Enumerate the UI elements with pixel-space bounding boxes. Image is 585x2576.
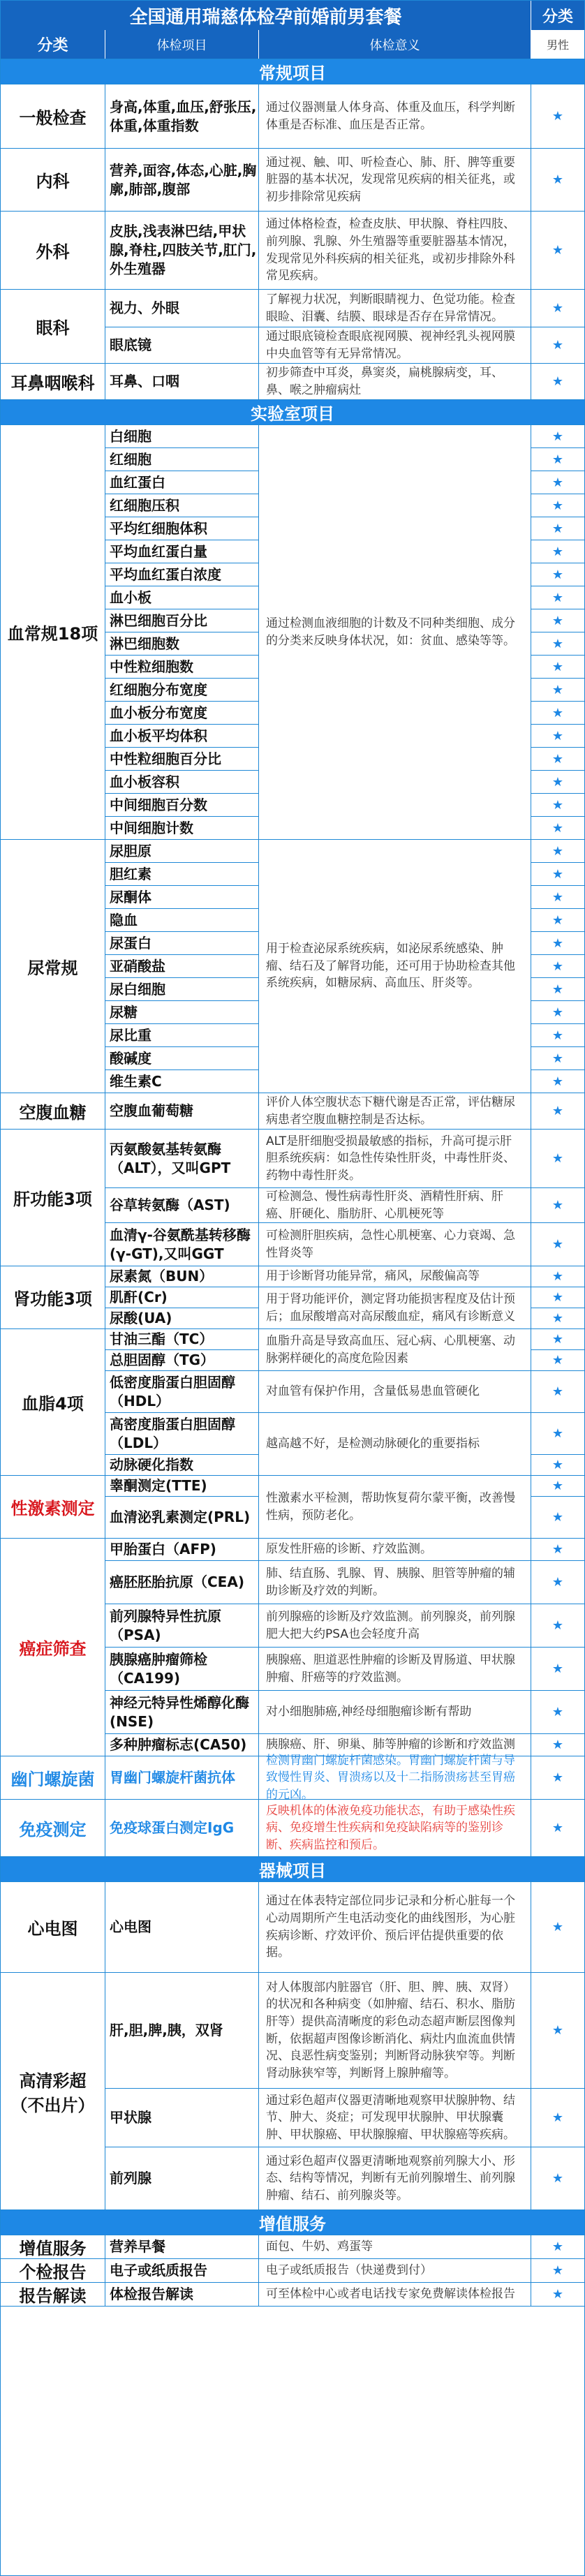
tumor-item: 癌胚胚胎抗原（CEA): [105, 1561, 259, 1604]
star-icon: ★: [551, 1770, 564, 1785]
routine-meaning: 通过眼底镜检查眼底视网膜、视神经乳头视网膜中央血管等有无异常情况。: [259, 327, 531, 363]
liver-item: 丙氨酸氨基转氨酶（ALT），又叫GPT: [105, 1130, 259, 1187]
star-icon: ★: [551, 958, 564, 974]
urine-item: 维生素C: [105, 1070, 259, 1093]
category-eye: 眼科: [1, 290, 105, 364]
tumor-meaning: 胰腺癌、胆道恶性肿瘤的诊断及胃肠道、甲状腺肿瘤、肝癌等的疗效监测。: [259, 1648, 531, 1690]
category-ecg: 心电图: [1, 1882, 105, 1973]
star-icon: ★: [551, 1575, 564, 1590]
star-icon: ★: [551, 338, 564, 353]
lipid-meaning: 越高越不好，是检测动脉硬化的重要指标: [259, 1413, 531, 1476]
star-icon: ★: [551, 659, 564, 674]
blood-item: 血小板平均体积: [105, 725, 259, 747]
blood-item: 淋巴细胞数: [105, 632, 259, 655]
equipment-item: 前列腺: [105, 2147, 259, 2209]
star-icon: ★: [551, 2171, 564, 2186]
blood-item: 平均血红蛋白浓度: [105, 563, 259, 586]
glucose-meaning: 评价人体空腹状态下糖代谢是否正常，评估糖尿病患者空腹血糖控制是否达标。: [259, 1093, 531, 1129]
header-meaning: 体检意义: [259, 30, 531, 59]
blood-item: 中间细胞百分数: [105, 794, 259, 816]
liver-item: 血清γ-谷氨酰基转移酶(γ-GT),又叫GGT: [105, 1223, 259, 1266]
star-icon: ★: [551, 521, 564, 536]
blood-item: 红细胞: [105, 448, 259, 471]
urine-item: 尿比重: [105, 1024, 259, 1046]
star-icon: ★: [551, 1151, 564, 1166]
kidney-item: 尿酸(UA): [105, 1308, 259, 1328]
star-icon: ★: [551, 1104, 564, 1118]
equipment-item: 甲状腺: [105, 2089, 259, 2147]
lipid-item: 总胆固醇（TG）: [105, 1350, 259, 1370]
star-icon: ★: [551, 1458, 564, 1472]
star-icon: ★: [551, 1510, 564, 1525]
kidney-meaning: 用于肾功能评价，测定肾功能损害程度及估计预后；血尿酸增高对高尿酸血症，痛风有诊断意义: [259, 1287, 531, 1329]
star-icon: ★: [551, 982, 564, 997]
category-general: 一般检查: [1, 84, 105, 149]
routine-item: 耳鼻、口咽: [105, 364, 259, 399]
lipid-item: 动脉硬化指数: [105, 1455, 259, 1475]
routine-item: 视力、外眼: [105, 290, 259, 327]
liver-meaning: ALT是肝细胞受损最敏感的指标，升高可提示肝胆系统疾病：如急性传染性肝炎，中毒性肝炎、药物中毒性肝炎。: [259, 1130, 531, 1187]
star-icon: ★: [551, 2110, 564, 2125]
header-fenlei-top: 分类: [531, 1, 584, 30]
lipid-item: 低密度脂蛋白胆固醇（HDL）: [105, 1371, 259, 1412]
tumor-item: 前列腺特异性抗原（PSA): [105, 1604, 259, 1647]
tumor-item: 胰腺癌肿瘤筛检（CA199): [105, 1648, 259, 1690]
tumor-item: 多种肿瘤标志(CA50): [105, 1734, 259, 1756]
star-icon: ★: [551, 374, 564, 389]
hormone-meaning: 性激素水平检测，帮助恢复荷尔蒙平衡，改善慢性病，预防老化。: [259, 1476, 531, 1539]
star-icon: ★: [551, 452, 564, 467]
category-service: 增值服务: [1, 2235, 105, 2259]
tumor-meaning: 肺、结直肠、乳腺、胃、胰腺、胆管等肿瘤的辅助诊断及疗效的判断。: [259, 1561, 531, 1604]
routine-item: 眼底镜: [105, 327, 259, 363]
star-icon: ★: [551, 1051, 564, 1066]
star-icon: ★: [551, 1332, 564, 1347]
package-title: 全国通用瑞慈体检孕前婚前男套餐: [1, 1, 531, 30]
section-lab: 实验室项目: [1, 400, 584, 425]
service-item: 体检报告解读: [105, 2283, 259, 2306]
star-icon: ★: [551, 172, 564, 187]
hormone-item: 睾酮测定(TTE): [105, 1476, 259, 1496]
star-icon: ★: [551, 243, 564, 258]
star-icon: ★: [551, 1353, 564, 1368]
star-icon: ★: [551, 1738, 564, 1752]
tumor-item: 神经元特异性烯醇化酶(NSE): [105, 1691, 259, 1733]
category-blood: 血常规18项: [1, 425, 105, 840]
section-routine: 常规项目: [1, 59, 584, 84]
category-ent: 耳鼻咽喉科: [1, 364, 105, 400]
blood-item: 平均血红蛋白量: [105, 540, 259, 563]
star-icon: ★: [551, 1705, 564, 1719]
category-service: 报告解读: [1, 2283, 105, 2307]
category-liver: 肝功能3项: [1, 1130, 105, 1266]
equipment-meaning: 对人体腹部内脏器官（肝、胆、脾、胰、双肾）的状况和各种病变（如肿瘤、结石、积水、脂肪肝等）提供高清晰度的彩色动态超声断层图像判断，依据超声图像诊断消化、病灶内血流血供情况、良恶性病变鉴别；判断肾动脉狭窄等。判断肾动脉狭窄等，判断肾上腺肿瘤等。: [259, 1973, 531, 2088]
urine-meaning: 用于检查泌尿系统疾病，如泌尿系统感染、肿瘤、结石及了解肾功能，还可用于协助检查其他系统疾病，如糖尿病、高血压、肝炎等。: [259, 840, 531, 1093]
category-glucose: 空腹血糖: [1, 1093, 105, 1130]
blood-meaning: 通过检测血液细胞的计数及不同种类细胞、成分的分类来反映身体状况，如：贫血、感染等等。: [259, 425, 531, 840]
immune-meaning: 反映机体的体液免疫功能状态，有助于感染性疾病、免疫增生性疾病和免疫缺陷病等的鉴别诊断、疾病监控和预后。: [259, 1800, 531, 1856]
star-icon: ★: [551, 751, 564, 767]
star-icon: ★: [551, 2263, 564, 2278]
routine-meaning: 初步筛查中耳炎，鼻窦炎，扁桃腺病变，耳、鼻、喉之肿瘤病灶: [259, 364, 531, 399]
tumor-meaning: 原发性肝癌的诊断、疗效监测。: [259, 1539, 531, 1560]
star-icon: ★: [551, 613, 564, 628]
blood-item: 血小板: [105, 586, 259, 609]
star-icon: ★: [551, 843, 564, 859]
liver-item: 谷草转氨酶（AST): [105, 1188, 259, 1222]
category-service: 个检报告: [1, 2259, 105, 2283]
kidney-meaning: 用于诊断肾功能异常，痛风，尿酸偏高等: [259, 1266, 531, 1287]
service-item: 电子或纸质报告: [105, 2259, 259, 2282]
star-icon: ★: [551, 889, 564, 905]
star-icon: ★: [551, 820, 564, 836]
urine-item: 酸碱度: [105, 1047, 259, 1069]
blood-item: 中间细胞计数: [105, 817, 259, 839]
star-icon: ★: [551, 774, 564, 790]
equipment-meaning: 通过彩色超声仪器更清晰地观察甲状腺肿物、结节、肿大、炎症；可发现甲状腺肿、甲状腺囊肿、甲状腺癌、甲状腺腺瘤、甲状腺癌等疾病。: [259, 2089, 531, 2147]
routine-meaning: 通过仪器测量人体身高、体重及血压，科学判断体重是否标准、血压是否正常。: [259, 84, 531, 148]
star-icon: ★: [551, 1074, 564, 1089]
lipid-meaning: 血脂升高是导致高血压、冠心病、心肌梗塞、动脉粥样硬化的高度危险因素: [259, 1329, 531, 1371]
category-hormone: 性激素测定: [1, 1476, 105, 1539]
star-icon: ★: [551, 590, 564, 605]
urine-item: 隐血: [105, 909, 259, 931]
urine-item: 尿糖: [105, 1001, 259, 1023]
tumor-meaning: 前列腺癌的诊断及疗效监测。前列腺炎，前列腺肥大把大约PSA也会轻度升高: [259, 1604, 531, 1647]
category-tumor: 癌症筛查: [1, 1539, 105, 1756]
routine-meaning: 通过视、触、叩、听检查心、肺、肝、脾等重要脏器的基本状况，发现常见疾病的相关征兆，或初步排除常见疾病: [259, 149, 531, 211]
tumor-meaning: 对小细胞肺癌,神经母细胞瘤诊断有帮助: [259, 1691, 531, 1733]
equipment-meaning: 通过在体表特定部位同步记录和分析心脏每一个心动周期所产生电活动变化的曲线图形，为心脏疾病诊断、疗效评价、预后评估提供重要的依据。: [259, 1882, 531, 1972]
header-gender: 男性: [531, 30, 584, 59]
category-lipid: 血脂4项: [1, 1329, 105, 1476]
star-icon: ★: [551, 1920, 564, 1934]
star-icon: ★: [551, 912, 564, 928]
star-icon: ★: [551, 1237, 564, 1252]
liver-meaning: 可检测肝胆疾病，急性心肌梗塞、心力衰竭、急性肾炎等: [259, 1223, 531, 1266]
section-equipment: 器械项目: [1, 1857, 584, 1882]
blood-item: 白细胞: [105, 425, 259, 447]
blood-item: 中性粒细胞数: [105, 656, 259, 678]
routine-item: 皮肤,浅表淋巴结,甲状腺,脊柱,四肢关节,肛门,外生殖器: [105, 212, 259, 289]
glucose-item: 空腹血葡萄糖: [105, 1093, 259, 1129]
star-icon: ★: [551, 1661, 564, 1676]
star-icon: ★: [551, 2240, 564, 2254]
equipment-meaning: 通过彩色超声仪器更清晰地观察前列腺大小、形态、结构等情况，判断有无前列腺增生、前列腺肿瘤、结石、前列腺炎等。: [259, 2147, 531, 2209]
star-icon: ★: [551, 109, 564, 124]
header-row: [1, 30, 584, 59]
blood-item: 血红蛋白: [105, 471, 259, 494]
blood-item: 血小板容积: [105, 771, 259, 793]
star-icon: ★: [551, 1426, 564, 1441]
tumor-item: 甲胎蛋白（AFP): [105, 1539, 259, 1560]
star-icon: ★: [551, 1618, 564, 1633]
star-icon: ★: [551, 1005, 564, 1020]
urine-item: 亚硝酸盐: [105, 955, 259, 977]
blood-item: 红细胞分布宽度: [105, 679, 259, 701]
star-icon: ★: [551, 1198, 564, 1213]
star-icon: ★: [551, 1269, 564, 1284]
urine-item: 尿白细胞: [105, 978, 259, 1000]
category-hp: 幽门螺旋菌: [1, 1756, 105, 1800]
category-internal: 内科: [1, 149, 105, 212]
star-icon: ★: [551, 475, 564, 490]
star-icon: ★: [551, 1290, 564, 1305]
service-item: 营养早餐: [105, 2235, 259, 2258]
lipid-meaning: 对血管有保护作用，含量低易患血管硬化: [259, 1371, 531, 1412]
star-icon: ★: [551, 935, 564, 951]
category-immune: 免疫测定: [1, 1800, 105, 1857]
lipid-item: 高密度脂蛋白胆固醇（LDL）: [105, 1413, 259, 1454]
blood-item: 中性粒细胞百分比: [105, 748, 259, 770]
blood-item: 淋巴细胞百分比: [105, 609, 259, 632]
urine-item: 尿蛋白: [105, 932, 259, 954]
liver-meaning: 可检测急、慢性病毒性肝炎、酒精性肝病、肝癌、肝硬化、脂肪肝、心肌梗死等: [259, 1188, 531, 1222]
star-icon: ★: [551, 429, 564, 444]
tumor-meaning: 胰腺癌、肝、卵巢、肺等肿瘤的诊断和疗效监测: [259, 1734, 531, 1756]
service-meaning: 可至体检中心或者电话找专家免费解读体检报告: [259, 2283, 531, 2306]
equipment-item: 心电图: [105, 1882, 259, 1972]
routine-meaning: 了解视力状况，判断眼睛视力、色觉功能。检查眼睑、泪囊、结膜、眼球是否存在异常情况。: [259, 290, 531, 327]
urine-item: 胆红素: [105, 863, 259, 885]
service-meaning: 面包、牛奶、鸡蛋等: [259, 2235, 531, 2258]
star-icon: ★: [551, 728, 564, 743]
star-icon: ★: [551, 1311, 564, 1326]
kidney-item: 肌酐(Cr): [105, 1287, 259, 1308]
category-surgery: 外科: [1, 212, 105, 290]
star-icon: ★: [551, 705, 564, 720]
routine-item: 营养,面容,体态,心脏,胸廓,肺部,腹部: [105, 149, 259, 211]
lipid-item: 甘油三酯（TC）: [105, 1329, 259, 1349]
hp-item: 胃幽门螺旋杆菌抗体: [105, 1756, 259, 1799]
star-icon: ★: [551, 567, 564, 582]
service-meaning: 电子或纸质报告（快递费到付）: [259, 2259, 531, 2282]
star-icon: ★: [551, 1028, 564, 1043]
star-icon: ★: [551, 797, 564, 813]
routine-meaning: 通过体格检查，检查皮肤、甲状腺、脊柱四肢、前列腺、乳腺、外生殖器等重要脏器基本情况，发现常见外科疾病的相关征兆，或初步排除外科常见疾病。: [259, 212, 531, 289]
star-icon: ★: [551, 301, 564, 316]
urine-item: 尿胆原: [105, 840, 259, 862]
blood-item: 血小板分布宽度: [105, 702, 259, 724]
star-icon: ★: [551, 682, 564, 697]
kidney-item: 尿素氮（BUN）: [105, 1266, 259, 1287]
category-urine: 尿常规: [1, 840, 105, 1093]
star-icon: ★: [551, 498, 564, 513]
star-icon: ★: [551, 1542, 564, 1557]
routine-item: 身高,体重,血压,舒张压,体重,体重指数: [105, 84, 259, 148]
equipment-item: 肝,胆,脾,胰，双肾: [105, 1973, 259, 2088]
star-icon: ★: [551, 2023, 564, 2038]
blood-item: 平均红细胞体积: [105, 517, 259, 540]
star-icon: ★: [551, 1821, 564, 1835]
star-icon: ★: [551, 636, 564, 651]
category-ultrasound: 高清彩超（不出片）: [1, 1973, 105, 2210]
star-icon: ★: [551, 2287, 564, 2302]
star-icon: ★: [551, 1384, 564, 1399]
header-item: 体检项目: [105, 30, 259, 59]
header-category: 分类: [1, 30, 105, 59]
category-kidney: 肾功能3项: [1, 1266, 105, 1329]
immune-item: 免疫球蛋白测定IgG: [105, 1800, 259, 1856]
urine-item: 尿酮体: [105, 886, 259, 908]
star-icon: ★: [551, 866, 564, 882]
section-value-added: 增值服务: [1, 2210, 584, 2235]
blood-item: 红细胞压积: [105, 494, 259, 517]
hp-meaning: 检测胃幽门螺旋杆菌感染。胃幽门螺旋杆菌与导致慢性胃炎、胃溃疡以及十二指肠溃疡甚至胃癌的元凶。: [259, 1756, 531, 1799]
star-icon: ★: [551, 544, 564, 559]
hormone-item: 血清泌乳素测定(PRL): [105, 1497, 259, 1538]
star-icon: ★: [551, 1479, 564, 1493]
